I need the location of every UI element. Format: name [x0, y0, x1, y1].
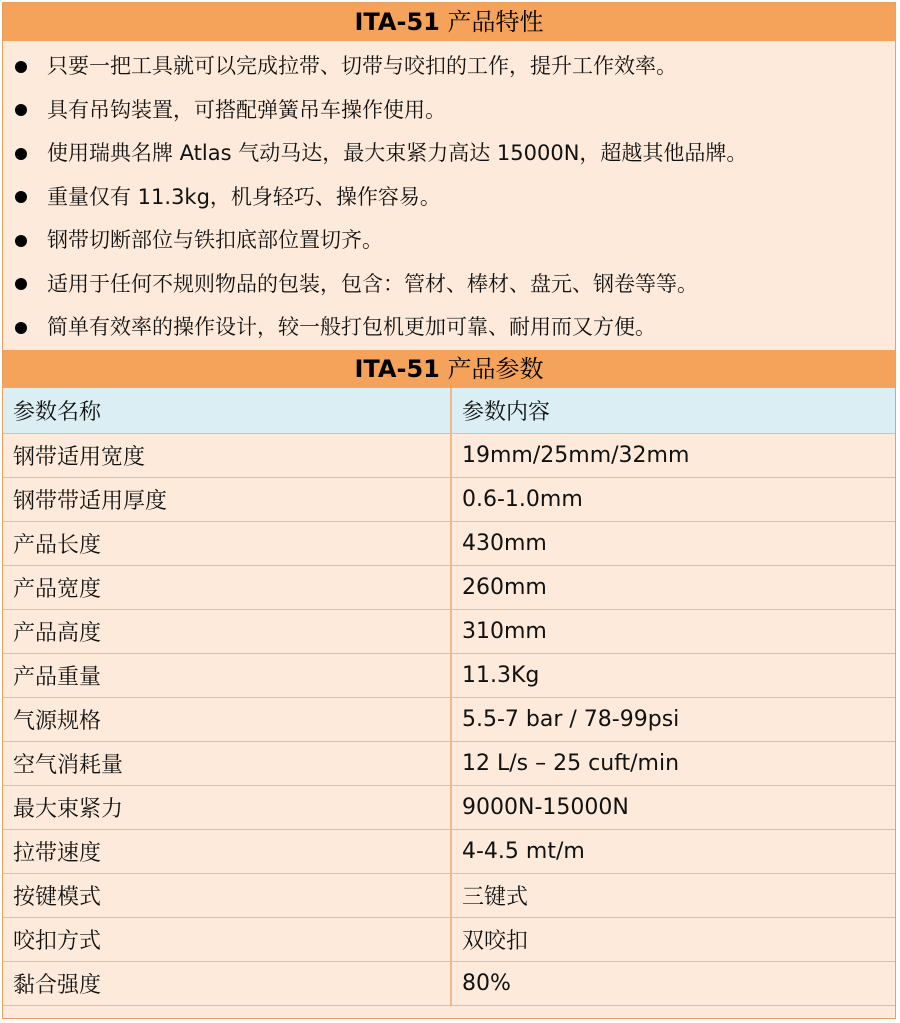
param-name: 按键模式: [3, 874, 451, 918]
table-row: [3, 434, 895, 478]
param-value: 9000N-15000N: [451, 786, 895, 830]
param-value: 0.6-1.0mm: [451, 478, 895, 522]
table-row: [3, 742, 895, 786]
param-value: 310mm: [451, 610, 895, 654]
feature-text: 钢带切断部位与铁扣底部位置切齐。: [47, 228, 383, 252]
param-name: 钢带适用宽度: [3, 434, 451, 478]
bullet-icon: [15, 322, 27, 334]
feature-item: [3, 263, 895, 307]
param-name: 最大束紧力: [3, 786, 451, 830]
params-table: [3, 388, 895, 1007]
table-row: [3, 566, 895, 610]
table-row: [3, 478, 895, 522]
params-title: 产品参数: [447, 354, 544, 383]
params-model: ITA-51: [354, 354, 440, 383]
feature-text: 具有吊钩装置，可搭配弹簧吊车操作使用。: [47, 97, 446, 122]
param-value: 5.5-7 bar / 78-99psi: [451, 698, 895, 742]
param-name: 黏合强度: [3, 962, 451, 1006]
param-value: 19mm/25mm/32mm: [451, 434, 895, 478]
table-header-row: [3, 388, 895, 434]
feature-text: 适用于任何不规则物品的包装，包含：管材、棒材、盘元、钢卷等等。: [47, 271, 698, 296]
table-row: [3, 874, 895, 918]
feature-item: [3, 132, 895, 176]
param-value: 430mm: [451, 522, 895, 566]
bullet-icon: [15, 191, 27, 203]
feature-item: [3, 45, 895, 89]
table-row: [3, 786, 895, 830]
feature-text: 使用瑞典名牌 Atlas 气动马达，最大束紧力高达 15000N，超越其他品牌。: [47, 141, 748, 165]
param-value: 80%: [451, 962, 895, 1006]
feature-text: 重量仅有 11.3kg，机身轻巧、操作容易。: [47, 184, 441, 209]
spec-sheet: [2, 2, 896, 1019]
bullet-icon: [15, 148, 27, 160]
param-name: 产品宽度: [3, 566, 451, 610]
column-header-name: 参数名称: [3, 388, 451, 434]
features-header: [3, 3, 895, 41]
table-row: [3, 698, 895, 742]
features-title: 产品特性: [447, 8, 544, 36]
param-value: 双咬扣: [451, 918, 895, 962]
table-row: [3, 918, 895, 962]
table-row: [3, 830, 895, 874]
feature-item: [3, 176, 895, 220]
table-row: [3, 610, 895, 654]
param-name: 产品长度: [3, 522, 451, 566]
feature-item: [3, 306, 895, 350]
param-name: 空气消耗量: [3, 742, 451, 786]
param-name: 钢带带适用厚度: [3, 478, 451, 522]
param-value: 4-4.5 mt/m: [451, 830, 895, 874]
bullet-icon: [15, 278, 27, 290]
feature-text: 只要一把工具就可以完成拉带、切带与咬扣的工作，提升工作效率。: [47, 54, 677, 78]
table-row: [3, 962, 895, 1006]
features-model: ITA-51: [354, 8, 440, 36]
param-name: 咬扣方式: [3, 918, 451, 962]
param-name: 气源规格: [3, 698, 451, 742]
param-name: 产品重量: [3, 654, 451, 698]
table-row: [3, 522, 895, 566]
param-name: 产品高度: [3, 610, 451, 654]
param-value: 260mm: [451, 566, 895, 610]
bullet-icon: [15, 104, 27, 116]
param-value: 三键式: [451, 874, 895, 918]
param-value: 12 L/s – 25 cuft/min: [451, 742, 895, 786]
param-value: 11.3Kg: [451, 654, 895, 698]
params-header: [3, 350, 895, 388]
feature-item: [3, 89, 895, 133]
feature-item: [3, 219, 895, 263]
bullet-icon: [15, 61, 27, 73]
column-header-value: 参数内容: [451, 388, 895, 434]
feature-list: [3, 41, 895, 350]
feature-text: 简单有效率的操作设计，较一般打包机更加可靠、耐用而又方便。: [47, 315, 656, 339]
table-row: [3, 654, 895, 698]
param-name: 拉带速度: [3, 830, 451, 874]
bullet-icon: [15, 235, 27, 247]
